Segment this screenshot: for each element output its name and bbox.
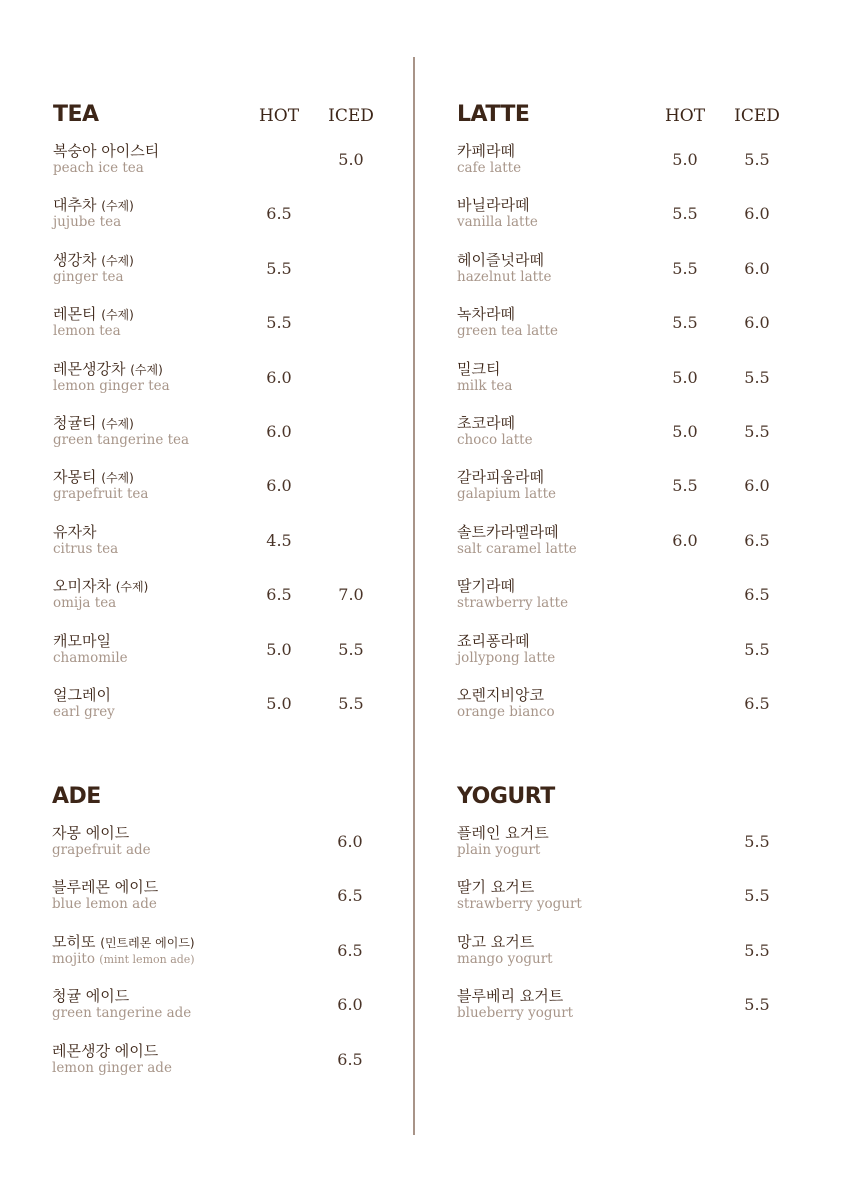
item-name-ko: [53, 360, 163, 379]
menu-item: [52, 878, 392, 932]
item-name-en-main: omija tea: [53, 595, 117, 612]
iced-price: 5.5: [744, 886, 770, 906]
item-name-ko-note: (수제): [101, 308, 134, 323]
iced-price: 6.0: [744, 258, 770, 278]
yogurt-title: YOGURT: [457, 784, 555, 809]
latte-title: LATTE: [457, 102, 530, 127]
menu-item: [457, 360, 797, 414]
item-name-ko-main: 대추차: [53, 196, 97, 215]
ade-title: ADE: [52, 784, 101, 809]
item-name-en-main: citrus tea: [53, 540, 119, 557]
item-name-ko: [457, 878, 534, 896]
item-name-ko-note: (민트레몬 에이드): [100, 935, 195, 950]
item-name-ko-main: 헤이즐넛라떼: [457, 250, 544, 269]
yogurt-item-list: [457, 824, 797, 1042]
item-name-ko: [457, 632, 529, 650]
tea-title: TEA: [53, 102, 99, 127]
item-name-ko-main: 청귤 에이드: [52, 987, 130, 1006]
item-name-en: [457, 595, 568, 611]
item-name-ko-main: 망고 요거트: [457, 932, 535, 951]
item-name-ko-main: 캐모마일: [53, 631, 111, 650]
iced-price: 6.0: [337, 832, 363, 851]
item-name-ko: [53, 632, 111, 650]
item-name-en: [53, 432, 189, 448]
item-name-en: [457, 704, 555, 720]
item-name-en-main: mango yogurt: [457, 950, 553, 967]
column-divider: [413, 57, 415, 1135]
item-name-ko: [457, 523, 558, 541]
item-name-ko-note: (수제): [115, 580, 149, 595]
iced-price: 6.0: [744, 313, 770, 333]
item-name-ko: [52, 933, 195, 952]
iced-price: 7.0: [338, 585, 364, 605]
item-name-ko-main: 밀크티: [457, 359, 501, 378]
item-name-ko: [52, 987, 129, 1005]
item-name-en-main: cafe latte: [457, 160, 522, 176]
item-name-en: [457, 951, 553, 967]
item-name-ko: [457, 577, 515, 595]
hot-price: 6.5: [266, 204, 292, 224]
menu-item: [53, 632, 393, 686]
menu-item: [457, 523, 797, 577]
item-name-en: [457, 842, 540, 858]
item-name-en-main: hazelnut latte: [457, 268, 552, 285]
item-name-ko-main: 레몬티: [53, 305, 97, 324]
hot-price: 5.5: [672, 258, 698, 278]
item-name-en-main: lemon tea: [53, 323, 121, 340]
item-name-ko-main: 플레인 요거트: [457, 824, 549, 842]
item-name-ko-main: 바닐라라떼: [457, 196, 530, 215]
item-name-en: [457, 432, 533, 448]
yogurt-section: [457, 784, 797, 1042]
item-name-en: [457, 160, 521, 176]
item-name-ko-main: 레몬생강차: [53, 359, 126, 378]
item-name-ko: [52, 824, 129, 842]
item-name-ko: [52, 878, 158, 896]
item-name-en: [52, 951, 195, 968]
tea-iced-label: ICED: [328, 106, 374, 126]
hot-price: 5.0: [672, 367, 698, 387]
item-name-en: [457, 378, 512, 394]
iced-price: 6.0: [337, 995, 363, 1015]
ade-section: [52, 784, 392, 1096]
menu-item: [457, 196, 797, 250]
item-name-en: [53, 486, 148, 502]
iced-price: 5.5: [338, 693, 364, 713]
item-name-en-main: plain yogurt: [457, 842, 541, 858]
item-name-en-main: green tangerine tea: [53, 431, 190, 448]
menu-item: [53, 196, 393, 250]
item-name-en-main: grapefruit tea: [53, 486, 149, 503]
item-name-ko-note: (수제): [101, 199, 134, 214]
item-name-en-main: chamomile: [53, 649, 128, 666]
iced-price: 6.5: [337, 886, 363, 906]
item-name-en-main: jujube tea: [53, 214, 122, 231]
item-name-en-main: vanilla latte: [457, 214, 538, 231]
item-name-ko-main: 모히또: [52, 932, 96, 951]
tea-hot-label: HOT: [258, 106, 300, 126]
item-name-ko: [457, 196, 529, 214]
iced-price: 6.5: [337, 940, 363, 960]
item-name-en: [52, 1060, 172, 1076]
item-name-en: [52, 842, 151, 858]
item-name-ko: [53, 251, 134, 270]
item-name-en: [53, 214, 121, 230]
item-name-en-main: blue lemon ade: [52, 896, 157, 913]
item-name-ko-note: (수제): [130, 362, 163, 377]
hot-price: 5.5: [672, 313, 698, 333]
hot-price: 5.5: [672, 204, 698, 224]
item-name-ko: [53, 305, 134, 324]
item-name-en: [53, 323, 121, 339]
item-name-en: [457, 486, 556, 502]
menu-item: [53, 142, 393, 196]
item-name-en-main: strawberry latte: [457, 595, 569, 612]
menu-item: [53, 360, 393, 414]
menu-item: [457, 414, 797, 468]
hot-price: 5.0: [266, 693, 292, 713]
iced-price: 6.5: [744, 693, 770, 713]
menu-item: [457, 933, 797, 987]
item-name-en-main: lemon ginger tea: [53, 377, 170, 394]
menu-item: [457, 824, 797, 878]
item-name-en-main: peach ice tea: [53, 160, 144, 176]
item-name-ko-main: 솔트카라멜라떼: [457, 522, 559, 541]
item-name-ko-main: 복숭아 아이스티: [53, 142, 160, 160]
menu-item: [53, 577, 393, 631]
hot-price: 6.0: [266, 421, 292, 441]
hot-price: 5.5: [266, 258, 292, 278]
menu-item: [457, 686, 797, 740]
hot-price: 6.5: [266, 585, 292, 605]
item-name-en: [53, 269, 124, 285]
menu-item: [53, 305, 393, 359]
item-name-en: [53, 160, 144, 176]
menu-item: [457, 577, 797, 631]
menu-item: [53, 414, 393, 468]
hot-price: 5.0: [266, 639, 292, 659]
item-name-ko: [53, 468, 134, 487]
hot-price: 6.0: [266, 367, 292, 387]
menu-item: [53, 686, 393, 740]
item-name-en-note: (mint lemon ade): [99, 952, 195, 966]
iced-price: 6.5: [337, 1049, 363, 1069]
yogurt-header: [457, 784, 797, 824]
item-name-en-main: grapefruit ade: [52, 842, 151, 858]
item-name-en-main: green tangerine ade: [52, 1005, 192, 1022]
item-name-ko: [457, 987, 563, 1005]
iced-price: 5.5: [744, 832, 770, 851]
latte-item-list: [457, 142, 797, 740]
iced-price: 5.5: [744, 639, 770, 659]
item-name-en-main: milk tea: [457, 377, 513, 394]
menu-item: [457, 142, 797, 196]
item-name-ko-note: (수제): [101, 253, 134, 268]
item-name-ko-main: 녹차라떼: [457, 305, 515, 324]
hot-price: 6.0: [266, 476, 292, 496]
tea-section: [53, 102, 393, 740]
item-name-ko-main: 오렌지비앙코: [457, 685, 544, 704]
hot-price: 6.0: [672, 530, 698, 550]
item-name-en: [457, 269, 551, 285]
item-name-ko: [457, 251, 544, 269]
item-name-en: [53, 541, 118, 557]
latte-hot-label: HOT: [664, 106, 706, 126]
item-name-en: [52, 1005, 191, 1021]
item-name-en-main: green tea latte: [457, 323, 559, 340]
item-name-ko: [457, 933, 534, 951]
item-name-en-main: ginger tea: [53, 268, 124, 285]
item-name-en: [53, 595, 116, 611]
iced-price: 5.5: [744, 940, 770, 960]
item-name-ko-main: 카페라떼: [457, 142, 515, 160]
latte-header: [457, 102, 797, 142]
menu-item: [457, 251, 797, 305]
menu-item: [52, 987, 392, 1041]
item-name-en: [457, 323, 558, 339]
hot-price: 5.5: [672, 476, 698, 496]
item-name-ko: [53, 577, 148, 596]
menu-item: [457, 987, 797, 1041]
item-name-ko: [457, 686, 544, 704]
menu-item: [52, 824, 392, 878]
iced-price: 5.5: [338, 639, 364, 659]
item-name-en-main: choco latte: [457, 431, 533, 448]
item-name-ko: [457, 305, 515, 323]
item-name-ko-note: (수제): [101, 471, 134, 486]
item-name-ko-note: (수제): [101, 416, 134, 431]
hot-price: 5.5: [266, 313, 292, 333]
item-name-ko-main: 죠리퐁라떼: [457, 631, 530, 650]
hot-price: 4.5: [266, 530, 292, 550]
latte-iced-label: ICED: [734, 106, 780, 126]
item-name-en: [52, 896, 157, 912]
menu-item: [53, 251, 393, 305]
item-name-en-main: lemon ginger ade: [52, 1059, 172, 1076]
ade-header: [52, 784, 392, 824]
iced-price: 5.5: [744, 150, 770, 169]
item-name-ko-main: 청귤티: [53, 413, 97, 432]
hot-price: 5.0: [672, 150, 698, 169]
iced-price: 6.5: [744, 585, 770, 605]
item-name-ko: [457, 142, 515, 160]
menu-item: [52, 933, 392, 987]
item-name-en: [457, 896, 582, 912]
latte-section: [457, 102, 797, 740]
item-name-ko: [52, 1042, 158, 1060]
item-name-ko-main: 딸기라떼: [457, 577, 515, 596]
iced-price: 6.5: [744, 530, 770, 550]
item-name-en-main: strawberry yogurt: [457, 896, 582, 913]
item-name-ko-main: 얼그레이: [53, 685, 111, 704]
item-name-ko: [53, 686, 111, 704]
item-name-ko-main: 오미자차: [53, 577, 111, 596]
item-name-en: [457, 541, 577, 557]
item-name-ko: [457, 360, 500, 378]
ade-item-list: [52, 824, 392, 1096]
menu-item: [53, 523, 393, 577]
item-name-ko: [53, 142, 159, 160]
menu-item: [53, 468, 393, 522]
item-name-ko: [53, 523, 96, 541]
iced-price: 6.0: [744, 204, 770, 224]
item-name-ko-main: 블루베리 요거트: [457, 987, 564, 1006]
item-name-en: [53, 650, 128, 666]
item-name-en: [457, 650, 555, 666]
item-name-ko: [457, 824, 549, 842]
item-name-en-main: mojito: [52, 950, 95, 967]
tea-item-list: [53, 142, 393, 740]
iced-price: 6.0: [744, 476, 770, 496]
item-name-en-main: jollypong latte: [457, 649, 556, 666]
menu-item: [457, 878, 797, 932]
item-name-ko: [53, 196, 134, 215]
menu-item: [457, 305, 797, 359]
item-name-ko: [457, 414, 515, 432]
item-name-en-main: salt caramel latte: [457, 540, 577, 557]
item-name-ko-main: 딸기 요거트: [457, 878, 535, 897]
item-name-en-main: blueberry yogurt: [457, 1005, 574, 1022]
item-name-en: [457, 1005, 573, 1021]
menu-item: [457, 468, 797, 522]
item-name-ko: [457, 468, 544, 486]
item-name-ko-main: 자몽 에이드: [52, 824, 130, 842]
menu-item: [52, 1042, 392, 1096]
hot-price: 5.0: [672, 421, 698, 441]
item-name-ko-main: 자몽티: [53, 468, 97, 487]
item-name-ko-main: 생강차: [53, 250, 97, 269]
item-name-en: [53, 704, 115, 720]
item-name-ko-main: 초코라떼: [457, 413, 515, 432]
menu-item: [457, 632, 797, 686]
item-name-ko-main: 블루레몬 에이드: [52, 878, 159, 897]
item-name-en-main: galapium latte: [457, 486, 557, 503]
item-name-ko-main: 갈라피움라떼: [457, 468, 544, 487]
item-name-ko-main: 레몬생강 에이드: [52, 1041, 159, 1060]
item-name-ko: [53, 414, 134, 433]
item-name-en: [53, 378, 170, 394]
iced-price: 5.5: [744, 421, 770, 441]
iced-price: 5.5: [744, 367, 770, 387]
item-name-en-main: orange bianco: [457, 703, 555, 720]
item-name-en-main: earl grey: [53, 703, 115, 720]
iced-price: 5.0: [338, 150, 364, 169]
item-name-ko-main: 유자차: [53, 522, 97, 541]
item-name-en: [457, 214, 538, 230]
iced-price: 5.5: [744, 995, 770, 1015]
tea-header: [53, 102, 393, 142]
